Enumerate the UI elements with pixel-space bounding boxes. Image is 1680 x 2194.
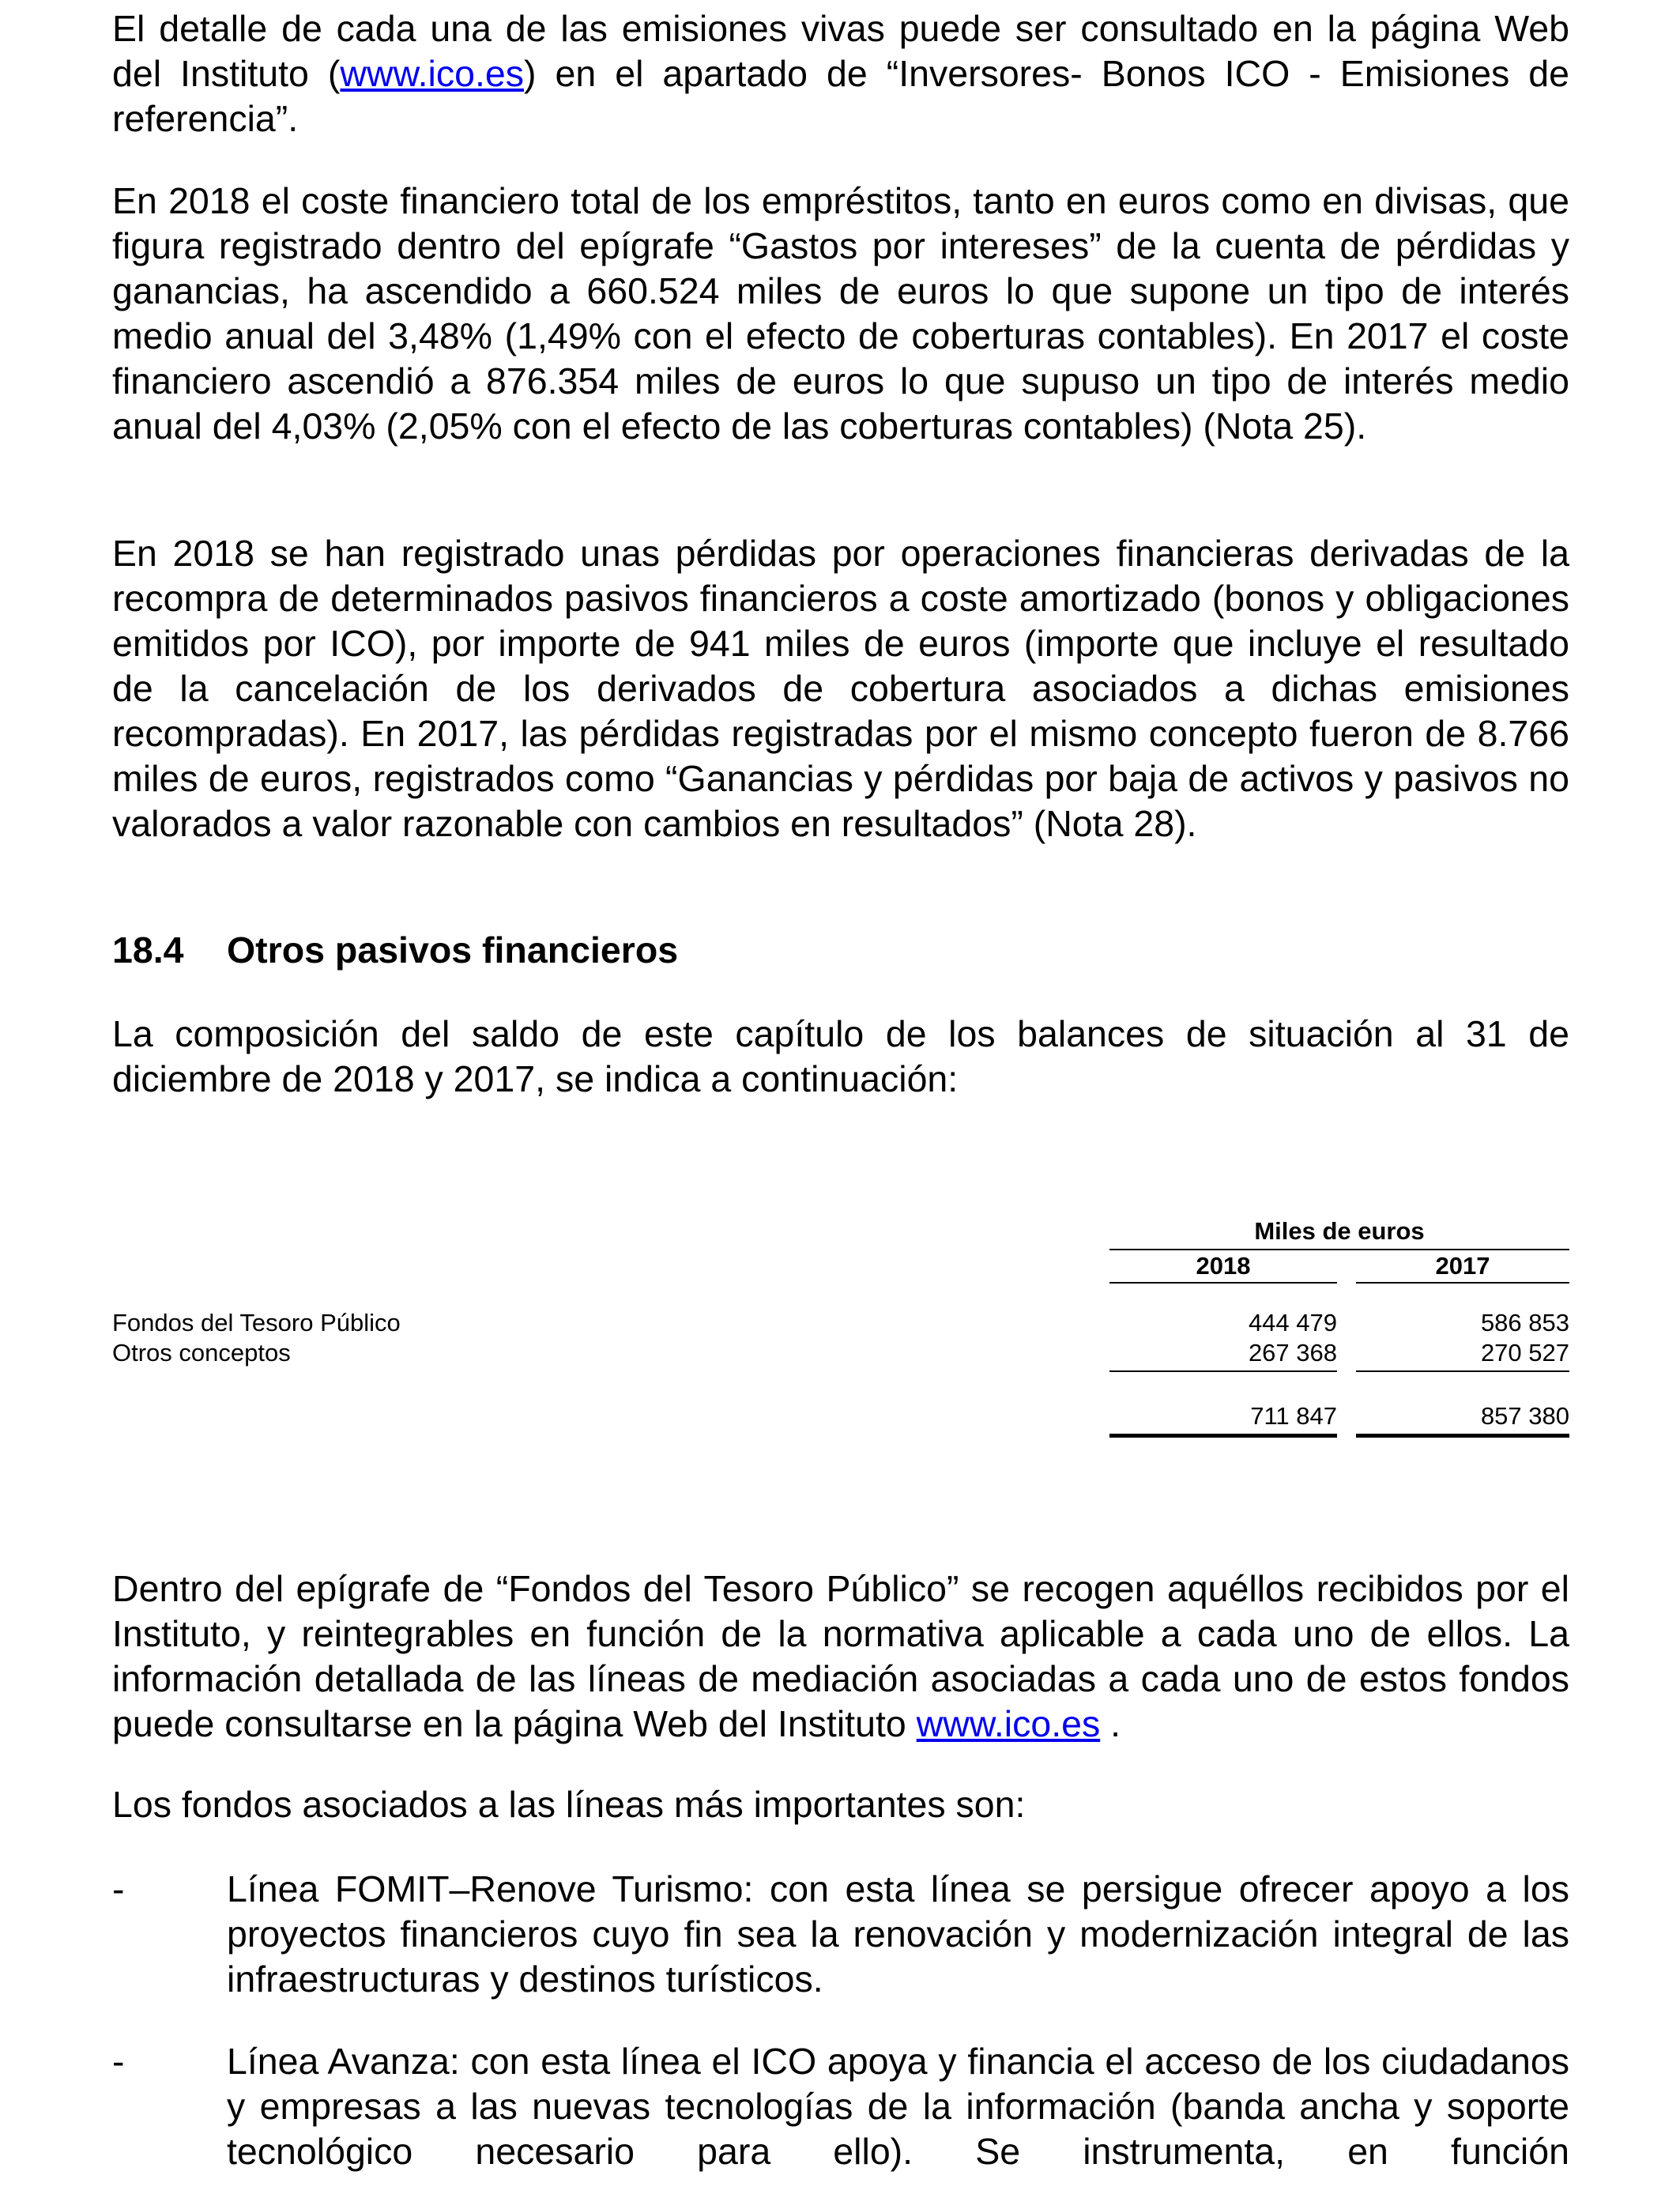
paragraph-text: ) en el apartado de “Inversores- Bonos ICO - Emisiones de referencia”. [112, 53, 1570, 139]
section-number: 18.4 [112, 929, 184, 971]
list-dash: - [112, 2041, 125, 2082]
paragraph-text: Dentro del epígrafe de “Fondos del Tesoro Público” se recogen aquéllos recibidos por el Instituto, y reintegrables en función de la normativa aplicable a cada uno de ellos. La información detallada de las líneas de mediación asociadas a cada uno de estos fondos puede consultarse en la página Web del Instituto [112, 1568, 1569, 1744]
list-item-text: Línea FOMIT–Renove Turismo: con esta línea se persigue ofrecer apoyo a los proyectos financieros cuyo fin sea la renovación y modernización integral de las infraestructuras y destinos turísticos. [227, 1868, 1569, 2000]
ico-website-link[interactable]: www.ico.es [916, 1703, 1101, 1744]
ico-website-link[interactable]: www.ico.es [340, 53, 524, 94]
paragraph-perdidas-recompra: En 2018 se han registrado unas pérdidas por operaciones financieras derivadas de la recompra de determinados pasivos financieros a coste amortizado (bonos y obligaciones emitidos por ICO), por importe de 941 miles de euros (importe que incluye el resultado de la cancelación de los derivados de cobertura asociados a dichas emisiones recompradas). En 2017, las pérdidas registradas por el mismo concepto fueron de 8.766 miles de euros, registrados como “Ganancias y pérdidas por baja de activos y pasivos no valorados a valor razonable con cambios en resultados” (Nota 28). [112, 533, 1569, 844]
table-subtotal-rule-2017 [1356, 1370, 1569, 1372]
table-cell-2018: 444 479 [1248, 1309, 1337, 1336]
table-row-label: Fondos del Tesoro Público [112, 1309, 401, 1336]
table-total-rule-2018 [1109, 1434, 1337, 1438]
table-col-2018: 2018 [1196, 1252, 1251, 1280]
list-item [112, 2039, 1569, 2174]
table-header-rule [1109, 1249, 1569, 1250]
table-col-2018-rule [1109, 1282, 1337, 1284]
table-cell-2017: 270 527 [1480, 1339, 1569, 1367]
section-heading [112, 928, 1569, 973]
paragraph-emisiones-vivas [112, 6, 1569, 141]
paragraph-fondos-tesoro [112, 1566, 1569, 1747]
table-subtotal-rule-2018 [1109, 1370, 1337, 1372]
table-total-rule-2017 [1356, 1434, 1569, 1438]
table-cell-2018: 267 368 [1248, 1339, 1337, 1367]
table-row-label: Otros conceptos [112, 1339, 291, 1367]
list-item-text: Línea Avanza: con esta línea el ICO apoya y financia el acceso de los ciudadanos y empresas a las nuevas tecnologías de la información (banda ancha y soporte tecnológico necesario para ello). Se instrumenta, en función [227, 2041, 1569, 2172]
paragraph-coste-financiero: En 2018 el coste financiero total de los empréstitos, tanto en euros como en divisas, que figura registrado dentro del epígrafe “Gastos por intereses” de la cuenta de pérdidas y ganancias, ha ascendido a 660.524 miles de euros lo que supone un tipo de interés medio anual del 3,48% (1,49% con el efecto de coberturas contables). En 2017 el coste financiero ascendió a 876.354 miles de euros lo que supuso un tipo de interés medio anual del 4,03% (2,05% con el efecto de las coberturas contables) (Nota 25). [112, 180, 1569, 447]
table-col-2017-rule [1356, 1282, 1569, 1284]
paragraph-text: . [1100, 1703, 1121, 1744]
paragraph-fondos-asociados: Los fondos asociados a las líneas más importantes son: [112, 1784, 1026, 1825]
list-dash: - [112, 1868, 125, 1909]
section-title: Otros pasivos financieros [227, 929, 679, 971]
table-total-2017: 857 380 [1480, 1402, 1569, 1430]
table-cell-2017: 586 853 [1480, 1309, 1569, 1336]
list-item [112, 1867, 1569, 2002]
table-group-header: Miles de euros [1254, 1217, 1425, 1245]
paragraph-text: El detalle de cada una de las emisiones vivas puede ser consultado en la página Web del Instituto ( [112, 8, 1569, 94]
paragraph-composicion: La composición del saldo de este capítulo de los balances de situación al 31 de diciembre de 2018 y 2017, se indica a continuación: [112, 1013, 1569, 1099]
table-total-2018: 711 847 [1250, 1402, 1337, 1430]
otros-pasivos-table [112, 1217, 1569, 1470]
table-col-2017: 2017 [1435, 1252, 1490, 1280]
